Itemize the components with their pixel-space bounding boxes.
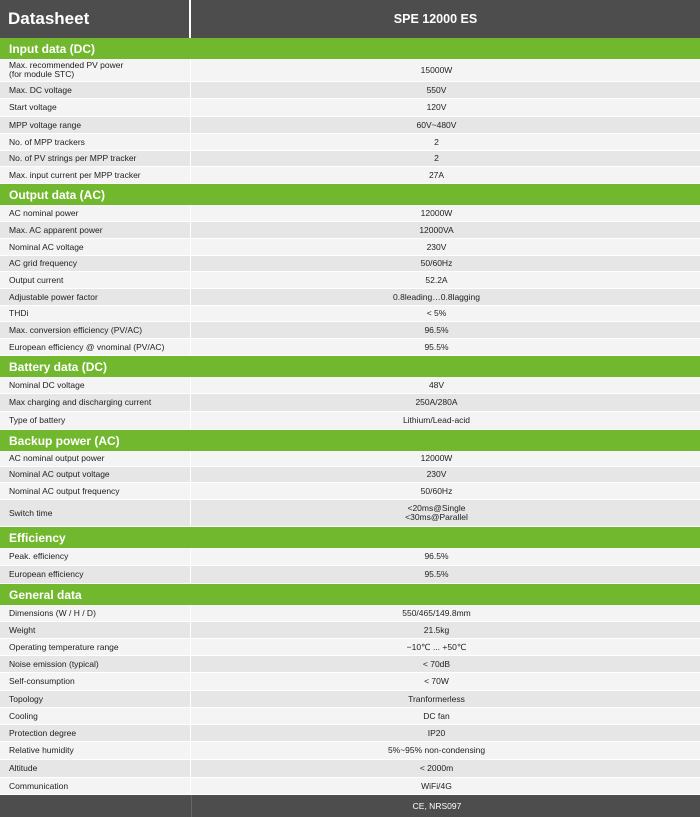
table-row: [0, 377, 700, 394]
table-row: [0, 500, 700, 527]
spec-label: European efficiency: [0, 566, 191, 583]
spec-value: < 70dB: [422, 658, 451, 669]
spec-label: AC nominal output power: [0, 451, 191, 466]
spec-label: Type of battery: [0, 412, 191, 429]
spec-value: 250A/280A: [415, 397, 458, 407]
spec-label: Nominal AC output voltage: [0, 467, 191, 482]
spec-value: 12000W: [420, 453, 453, 463]
spec-value: < 5%: [426, 308, 447, 318]
spec-label: Communication: [0, 778, 191, 794]
table-row: [0, 691, 700, 708]
spec-label: Operating temperature range: [0, 639, 191, 655]
table-row: [0, 412, 700, 430]
spec-label: No. of MPP trackers: [0, 134, 191, 150]
certification-row: [0, 795, 700, 817]
spec-label: Nominal DC voltage: [0, 377, 191, 393]
spec-value: 95.5%: [424, 341, 449, 352]
spec-value: 15000W: [420, 64, 453, 75]
spec-value: 2: [434, 136, 439, 147]
spec-value: 27A: [428, 169, 445, 180]
spec-label: Switch time: [0, 500, 191, 526]
spec-value: 230V: [426, 241, 447, 252]
table-row: [0, 289, 700, 306]
spec-value: 5%~95% non-condensing: [387, 745, 486, 755]
spec-value: −10℃ ... +50℃: [406, 641, 467, 652]
spec-label: Peak. efficiency: [0, 548, 191, 565]
spec-value: 230V: [426, 469, 447, 479]
spec-value: IP20: [427, 727, 446, 738]
table-row: [0, 725, 700, 742]
spec-value: 21.5kg: [423, 624, 450, 635]
spec-value: 52.2A: [425, 274, 448, 285]
model-name: SPE 12000 ES: [393, 12, 478, 26]
spec-label: Altitude: [0, 760, 191, 777]
spec-value: Tranformerless: [408, 693, 465, 704]
table-row: [0, 708, 700, 725]
table-row: [0, 239, 700, 256]
table-row: [0, 622, 700, 639]
section-header: Output data (AC): [0, 184, 700, 205]
spec-value: 550V: [426, 84, 447, 95]
spec-label: Max. conversion efficiency (PV/AC): [0, 322, 191, 338]
page-title: Datasheet: [0, 0, 191, 38]
spec-value: WiFi/4G: [421, 780, 452, 791]
spec-value: Lithium/Lead-acid: [402, 415, 471, 425]
table-row: [0, 339, 700, 356]
spec-label: Max. DC voltage: [0, 82, 191, 98]
spec-value: 12000VA: [419, 224, 454, 235]
spec-label: Weight: [0, 622, 191, 638]
spec-label: Max. AC apparent power: [0, 222, 191, 238]
spec-label: Topology: [0, 691, 191, 707]
section-rows: [0, 451, 700, 527]
spec-sections: [0, 38, 700, 795]
spec-label: Output current: [0, 272, 191, 288]
table-row: [0, 605, 700, 622]
table-row: [0, 117, 700, 134]
spec-value: < 70W: [424, 676, 449, 686]
table-row: [0, 483, 700, 500]
spec-label: Max charging and discharging current: [0, 394, 191, 411]
spec-value: 2: [434, 153, 439, 163]
spec-value: 96.5%: [424, 324, 449, 335]
datasheet-header: [0, 0, 700, 38]
spec-value: 95.5%: [424, 569, 449, 579]
spec-label: Cooling: [0, 708, 191, 724]
spec-value: DC fan: [423, 710, 450, 721]
table-row: [0, 306, 700, 322]
table-row: [0, 742, 700, 760]
certification-label: [0, 795, 192, 817]
spec-value: 48V: [428, 379, 445, 390]
table-row: [0, 167, 700, 184]
spec-label: European efficiency @ vnominal (PV/AC): [0, 339, 191, 355]
table-row: [0, 59, 700, 82]
table-row: [0, 673, 700, 691]
table-row: [0, 760, 700, 778]
spec-label: Relative humidity: [0, 742, 191, 759]
spec-label: THDi: [0, 306, 191, 321]
table-row: [0, 99, 700, 117]
spec-value: 0.8leading…0.8lagging: [393, 291, 480, 302]
section-rows: [0, 205, 700, 356]
table-row: [0, 256, 700, 272]
section-header: Input data (DC): [0, 38, 700, 59]
table-row: [0, 134, 700, 151]
spec-value: 60V~480V: [416, 119, 457, 130]
table-row: [0, 566, 700, 584]
table-row: [0, 272, 700, 289]
spec-label: Dimensions (W / H / D): [0, 605, 191, 621]
spec-label: Nominal AC voltage: [0, 239, 191, 255]
table-row: [0, 656, 700, 673]
section-rows: [0, 377, 700, 430]
table-row: [0, 151, 700, 167]
table-row: [0, 778, 700, 795]
spec-value: 50/60Hz: [420, 485, 453, 496]
spec-value: 120V: [426, 102, 447, 112]
spec-label: AC nominal power: [0, 205, 191, 221]
table-row: [0, 394, 700, 412]
spec-label: AC grid frequency: [0, 256, 191, 271]
spec-label: Noise emission (typical): [0, 656, 191, 672]
spec-label: Max. input current per MPP tracker: [0, 167, 191, 183]
spec-value: 12000W: [420, 207, 453, 218]
table-row: [0, 205, 700, 222]
section-header: General data: [0, 584, 700, 605]
table-row: [0, 222, 700, 239]
table-row: [0, 451, 700, 467]
section-header: Backup power (AC): [0, 430, 700, 451]
table-row: [0, 82, 700, 99]
spec-label: Adjustable power factor: [0, 289, 191, 305]
spec-value: <20ms@Single <30ms@Parallel: [405, 503, 468, 522]
table-row: [0, 639, 700, 656]
spec-label: Nominal AC output frequency: [0, 483, 191, 499]
spec-label: MPP voltage range: [0, 117, 191, 133]
table-row: [0, 467, 700, 483]
section-rows: [0, 548, 700, 584]
section-rows: [0, 605, 700, 795]
spec-label: Protection degree: [0, 725, 191, 741]
table-row: [0, 548, 700, 566]
spec-value: 50/60Hz: [420, 258, 453, 268]
section-header: Battery data (DC): [0, 356, 700, 377]
section-header: Efficiency: [0, 527, 700, 548]
spec-value: 96.5%: [424, 551, 449, 561]
spec-value: < 2000m: [419, 763, 454, 773]
spec-label: Max. recommended PV power (for module STC): [0, 59, 191, 81]
spec-value: 550/465/149.8mm: [402, 607, 471, 618]
table-row: [0, 322, 700, 339]
spec-label: Start voltage: [0, 99, 191, 116]
spec-label: Self-consumption: [0, 673, 191, 690]
section-rows: [0, 59, 700, 184]
spec-label: No. of PV strings per MPP tracker: [0, 151, 191, 166]
certification-value: CE, NRS097: [412, 801, 462, 811]
